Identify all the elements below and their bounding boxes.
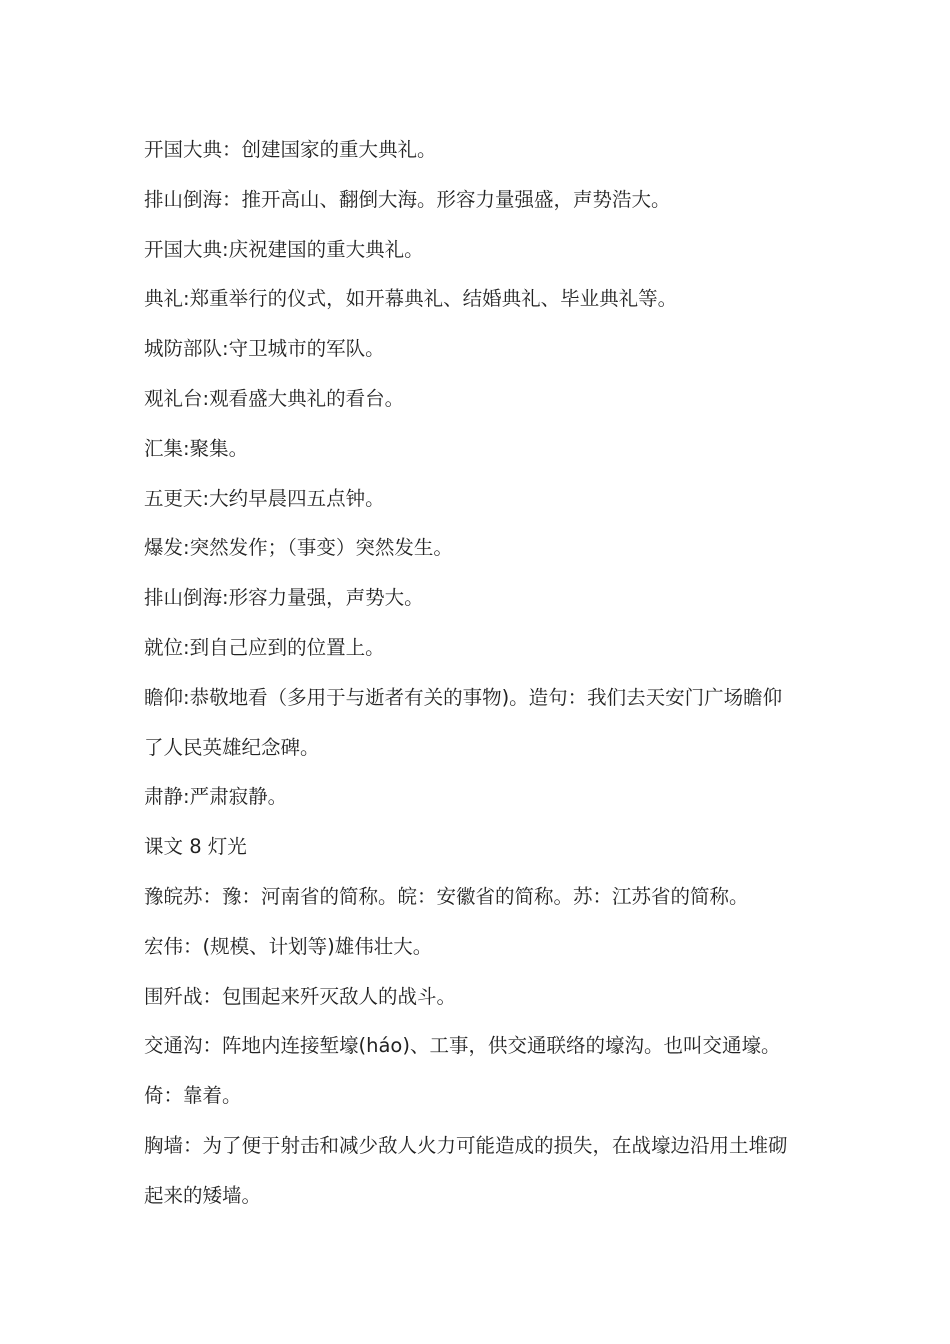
text-line-8: 五更天:大约早晨四五点钟。 — [144, 486, 385, 510]
text-line-9: 爆发:突然发作；（事变）突然发生。 — [144, 536, 453, 560]
text-line-13: 了人民英雄纪念碑。 — [144, 735, 320, 759]
lesson-heading: 课文 8 灯光 — [144, 835, 247, 859]
text-line-4: 典礼:郑重举行的仪式，如开幕典礼、结婚典礼、毕业典礼等。 — [144, 287, 678, 311]
text-line-17: 宏伟：(规模、计划等)雄伟壮大。 — [144, 934, 433, 958]
text-line-20: 倚：靠着。 — [144, 1084, 242, 1108]
text-line-7: 汇集:聚集。 — [144, 436, 249, 460]
text-line-16: 豫皖苏：豫：河南省的简称。皖：安徽省的简称。苏：江苏省的简称。 — [144, 884, 749, 908]
text-line-11: 就位:到自己应到的位置上。 — [144, 635, 385, 659]
text-line-18: 围歼战：包围起来歼灭敌人的战斗。 — [144, 984, 457, 1008]
text-line-19: 交通沟：阵地内连接堑壕(háo)、工事，供交通联络的壕沟。也叫交通壕。 — [144, 1034, 781, 1058]
text-line-22: 起来的矮墙。 — [144, 1183, 262, 1207]
text-line-12: 瞻仰:恭敬地看（多用于与逝者有关的事物)。造句：我们去天安门广场瞻仰 — [144, 685, 783, 709]
text-line-5: 城防部队:守卫城市的军队。 — [144, 337, 385, 361]
text-line-10: 排山倒海:形容力量强，声势大。 — [144, 586, 424, 610]
text-line-21: 胸墙：为了便于射击和减少敌人火力可能造成的损失，在战壕边沿用土堆砌 — [144, 1133, 788, 1157]
text-line-3: 开国大典:庆祝建国的重大典礼。 — [144, 237, 424, 261]
text-line-2: 排山倒海：推开高山、翻倒大海。形容力量强盛，声势浩大。 — [144, 187, 671, 211]
document-body — [144, 125, 824, 1221]
text-line-6: 观礼台:观看盛大典礼的看台。 — [144, 386, 405, 410]
text-line-14: 肃静:严肃寂静。 — [144, 785, 288, 809]
text-line-1: 开国大典：创建国家的重大典礼。 — [144, 138, 437, 161]
